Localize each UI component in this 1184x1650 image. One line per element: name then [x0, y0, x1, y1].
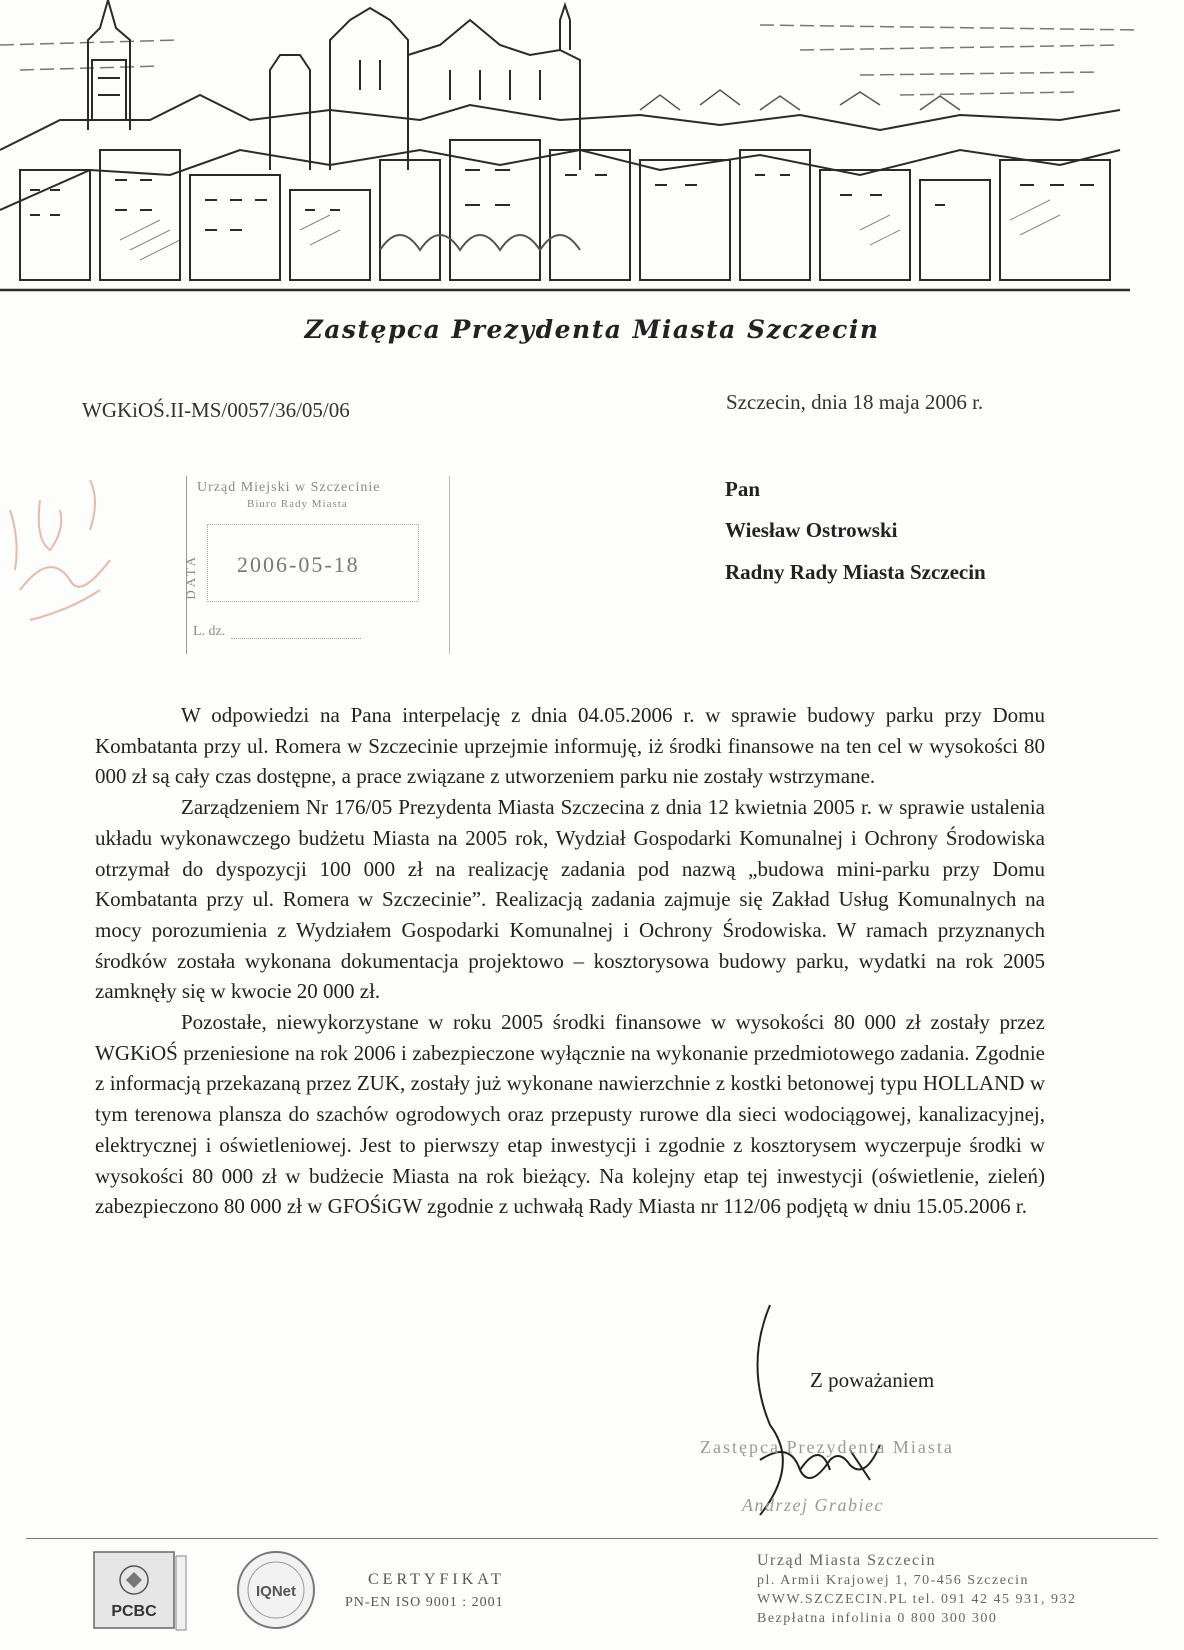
letter-body [95, 700, 1045, 1222]
pcbc-logo-text: PCBC [111, 1603, 157, 1620]
iqnet-certification-logo [234, 1548, 318, 1632]
stamp-ldz-label: L. dz. [193, 624, 226, 639]
body-paragraph-2: Zarządzeniem Nr 176/05 Prezydenta Miasta Szczecina z dnia 12 kwietnia 2005 r. w sprawie ustalenia układu wykonawczego budżetu Miasta na 2005 rok, Wydział Gospodarki Komunalnej i Ochrony Środowiska otrzymał do dyspozycji 100 000 zł na realizację zadania pod nazwą „budowa mini-parku przy Domu Kombatanta przy ul. Romera w Szczecinie”. Realizacją zadania zajmuje się Zakład Usług Komunalnych na mocy porozumienia z Wydziałem Gospodarki Komunalnej i Ochrony Środowiska. W ramach przyznanych środków została wykonana dokumentacja projektowo – kosztorysowa budowy parku, wydatki na rok 2005 zamknęły się w kwocie 20 000 zł. [95, 795, 1045, 1004]
address-office-name: Urząd Miasta Szczecin [757, 1552, 936, 1569]
pcbc-certification-logo [92, 1550, 192, 1634]
date-line: Szczecin, dnia 18 maja 2006 r. [726, 390, 984, 414]
stamp-office-name: Urząd Miejski w Szczecinie [197, 480, 381, 495]
recipient-salutation: Pan [725, 477, 761, 501]
certificate-title: CERTYFIKAT [368, 1571, 505, 1588]
iqnet-logo-text: IQNet [255, 1583, 297, 1600]
reference-number: WGKiOŚ.II-MS/0057/36/05/06 [82, 398, 350, 422]
address-hotline: Bezpłatna infolinia 0 800 300 300 [757, 1611, 998, 1626]
footer-divider [26, 1538, 1158, 1539]
recipient-position: Radny Rady Miasta Szczecin [725, 560, 986, 584]
stamp-date: 2006-05-18 [237, 552, 360, 577]
recipient-name: Wiesław Ostrowski [725, 518, 898, 542]
address-web-phone: WWW.SZCZECIN.PL tel. 091 42 45 931, 932 [757, 1592, 1077, 1607]
signer-title: Zastępca Prezydenta Miasta [700, 1437, 954, 1457]
body-paragraph-1: W odpowiedzi na Pana interpelację z dnia 04.05.2006 r. w sprawie budowy parku przy Domu Kombatanta przy ul. Romera w Szczecinie uprzejmie informuję, iż środki finansowe na ten cel w wysokości 80 000 zł są cały czas dostępne, a prace związane z utworzeniem parku nie zostały wstrzymane. [95, 703, 1045, 789]
stamp-side-label: DATA [183, 554, 198, 600]
stamp-ldz-line [231, 638, 361, 639]
handwritten-margin-note [0, 470, 160, 640]
closing-salutation: Z poważaniem [810, 1368, 935, 1392]
stamp-department: Biuro Rady Miasta [247, 498, 348, 510]
signer-name: Andrzej Grabiec [742, 1495, 884, 1515]
body-paragraph-3: Pozostałe, niewykorzystane w roku 2005 środki finansowe w wysokości 80 000 zł zostały przez WGKiOŚ przeniesione na rok 2006 i zabezpieczone wyłącznie na wykonanie przedmiotowego zadania. Zgodnie z informacją przekazaną przez ZUK, zostały już wykonane nawierzchnie z kostki betonowej typu HOLLAND w tym terenowa plansza do szachów ogrodowych oraz przepusty rurowe dla sieci wodociągowej, kanalizacyjnej, elektrycznej i oświetleniowej. Jest to pierwszy etap inwestycji i zgodnie z kosztorysem wyczerpuje środki w wysokości 80 000 zł w budżecie Miasta na rok bieżący. Na kolejny etap tej inwestycji (oświetlenie, zieleń) zabezpieczono 80 000 zł w GFOŚiGW zgodnie z uchwałą Rady Miasta nr 112/06 podjętą w dniu 15.05.2006 r. [95, 1010, 1045, 1219]
address-street: pl. Armii Krajowej 1, 70-456 Szczecin [757, 1573, 1030, 1588]
registry-stamp [183, 476, 450, 654]
office-heading: Zastępca Prezydenta Miasta Szczecin [304, 315, 880, 344]
city-skyline-illustration [0, 0, 1184, 310]
certificate-standard: PN-EN ISO 9001 : 2001 [345, 1595, 504, 1610]
